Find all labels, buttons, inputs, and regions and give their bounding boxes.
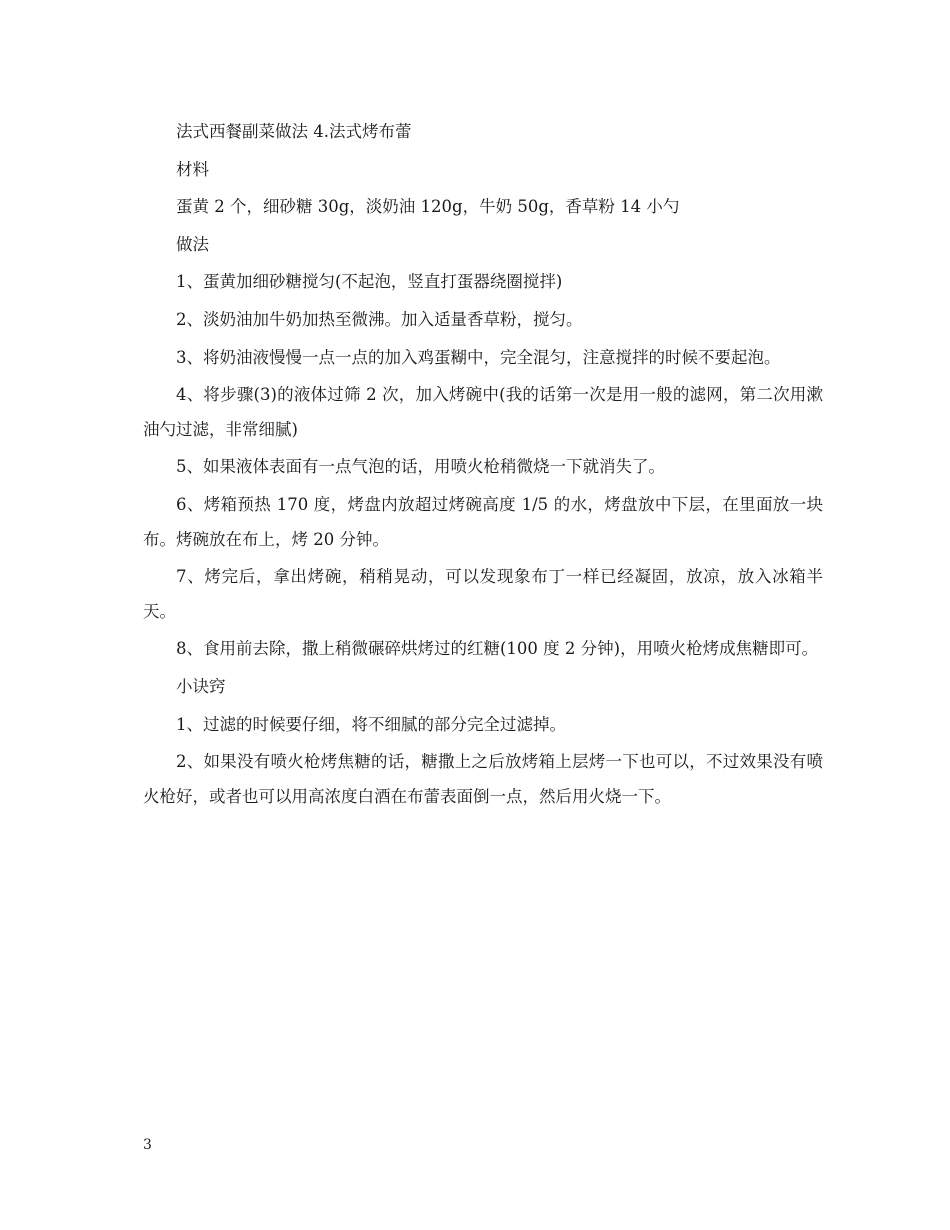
step-3: 3、将奶油液慢慢一点一点的加入鸡蛋糊中，完全混匀，注意搅拌的时候不要起泡。 [176,347,781,367]
tip-2: 2、如果没有喷火枪烤焦糖的话，糖撒上之后放烤箱上层烤一下也可以，不过效果没有喷火枪好，或者也可以用高浓度白酒在布蕾表面倒一点，然后用火烧一下。 [143,752,823,806]
step-6: 6、烤箱预热 170 度，烤盘内放超过烤碗高度 1/5 的水，烤盘放中下层，在里面放一块布。烤碗放在布上，烤 20 分钟。 [143,494,823,549]
step-2: 2、淡奶油加牛奶加热至微沸。加入适量香草粉，搅匀。 [176,309,583,329]
step-1: 1、蛋黄加细砂糖搅匀(不起泡，竖直打蛋器绕圈搅拌) [176,272,563,292]
step-5: 5、如果液体表面有一点气泡的话，用喷火枪稍微烧一下就消失了。 [176,457,665,477]
tip-1: 1、过滤的时候要仔细，将不细腻的部分完全过滤掉。 [176,714,566,734]
ingredients-heading: 材料 [176,159,209,179]
page-number: 3 [143,1137,152,1153]
ingredients-list: 蛋黄 2 个，细砂糖 30g，淡奶油 120g，牛奶 50g，香草粉 14 小勺 [176,197,680,217]
tips-heading: 小诀窍 [176,676,226,696]
document-body [143,115,823,817]
recipe-title: 法式西餐副菜做法 4.法式烤布蕾 [176,122,412,141]
method-heading: 做法 [176,234,209,254]
step-7: 7、烤完后，拿出烤碗，稍稍晃动，可以发现象布丁一样已经凝固，放凉，放入冰箱半天。 [143,567,823,621]
step-4: 4、将步骤(3)的液体过筛 2 次，加入烤碗中(我的话第一次是用一般的滤网，第二次用漱油勺过滤，非常细腻) [143,385,823,439]
step-8: 8、食用前去除，撒上稍微碾碎烘烤过的红糖(100 度 2 分钟)，用喷火枪烤成焦糖即可。 [176,639,819,659]
